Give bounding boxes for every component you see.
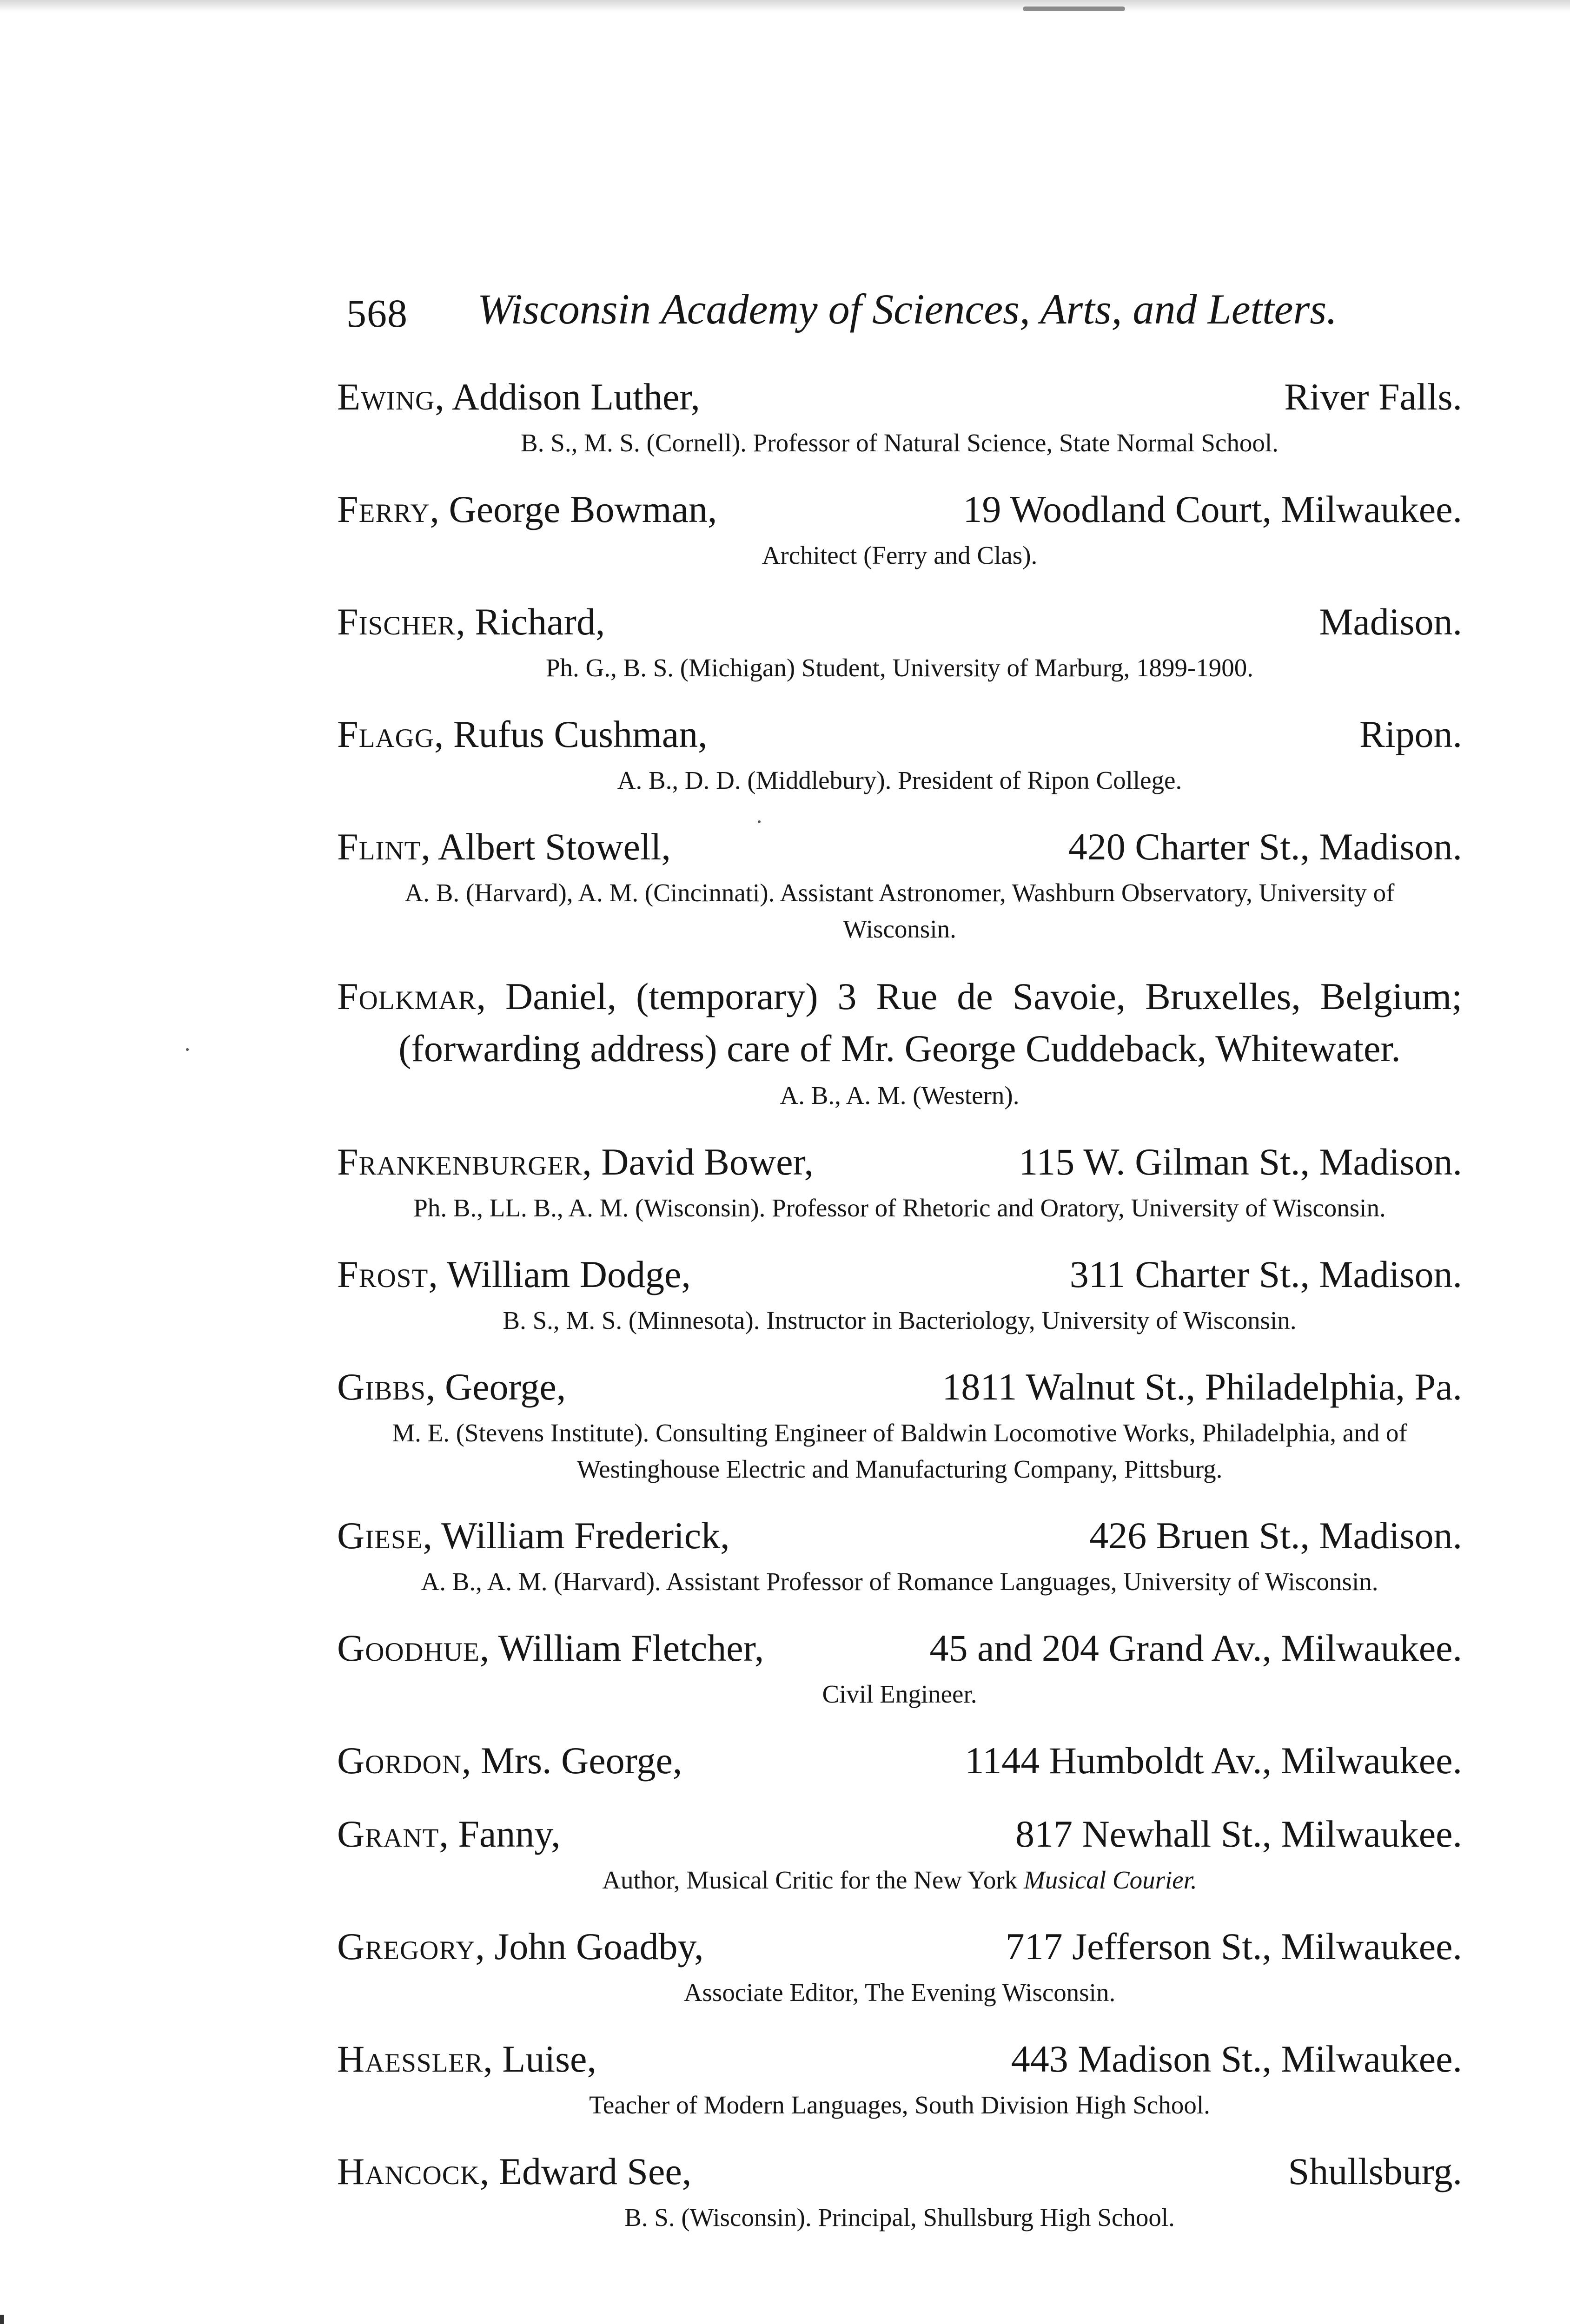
publication-title: Musical Courier. xyxy=(1023,1866,1197,1894)
entry-line xyxy=(337,1623,1462,1673)
credentials xyxy=(337,1859,1462,1898)
address: Madison. xyxy=(1319,601,1462,643)
list-item xyxy=(337,1362,1462,1487)
member-name: Gibbs, George, xyxy=(337,1366,566,1408)
entry-line xyxy=(337,709,1462,759)
surname: Folkmar xyxy=(337,975,477,1017)
credentials: Architect (Ferry and Clas). xyxy=(762,541,1038,569)
member-name: Grant, Fanny, xyxy=(337,1813,561,1855)
ink-speck xyxy=(186,1048,189,1051)
given-name: Addison Luther, xyxy=(451,376,700,418)
address: Shullsburg. xyxy=(1288,2150,1462,2192)
credentials-text: Author, Musical Critic for the New York xyxy=(602,1866,1018,1894)
member-name: Gordon, Mrs. George, xyxy=(337,1739,682,1782)
list-item xyxy=(337,2146,1462,2236)
entry-line xyxy=(337,1921,1462,1972)
member-name: Frost, William Dodge, xyxy=(337,1253,691,1295)
address: 817 Newhall St., Milwaukee. xyxy=(1015,1813,1462,1855)
address: 1811 Walnut St., Philadelphia, Pa. xyxy=(942,1366,1462,1408)
member-name: Giese, William Frederick, xyxy=(337,1514,730,1557)
member-name: Ferry, George Bowman, xyxy=(337,488,717,530)
list-item xyxy=(337,372,1462,461)
credentials: Teacher of Modern Languages, South Division High School. xyxy=(589,2091,1210,2119)
list-item xyxy=(337,1623,1462,1712)
list-item xyxy=(337,484,1462,574)
credentials: Ph. G., B. S. (Michigan) Student, University of Marburg, 1899-1900. xyxy=(545,654,1254,682)
address: 115 W. Gilman St., Madison. xyxy=(1019,1141,1462,1183)
given-name: George Bowman, xyxy=(449,488,717,530)
entry-line xyxy=(337,2146,1462,2197)
address: 19 Woodland Court, Milwaukee. xyxy=(963,488,1462,530)
entry-line xyxy=(337,2034,1462,2084)
given-name: Mrs. George, xyxy=(480,1739,682,1782)
address: River Falls. xyxy=(1284,376,1462,418)
given-name: John Goadby, xyxy=(494,1925,704,1967)
list-item xyxy=(337,2034,1462,2123)
list-item xyxy=(337,1809,1462,1898)
entry-line xyxy=(337,822,1462,872)
address: 1144 Humboldt Av., Milwaukee. xyxy=(965,1739,1462,1782)
list-item xyxy=(337,1736,1462,1786)
credentials: B. S. (Wisconsin). Principal, Shullsburg High School. xyxy=(624,2203,1175,2232)
list-item xyxy=(337,1249,1462,1339)
member-name: Goodhue, William Fletcher, xyxy=(337,1627,764,1669)
member-name: Flint, Albert Stowell, xyxy=(337,825,671,868)
entry-line xyxy=(337,1362,1462,1412)
member-name: Flagg, Rufus Cushman, xyxy=(337,713,708,755)
credentials: M. E. (Stevens Institute). Consulting Engineer of Baldwin Locomotive Works, Philadelphia, and of Westinghouse Electric and Manufacturing Company, Pittsburg. xyxy=(392,1419,1407,1483)
surname: Frost xyxy=(337,1253,429,1295)
list-item xyxy=(337,971,1462,1114)
member-name: Haessler, Luise, xyxy=(337,2038,596,2080)
entry-line xyxy=(337,372,1462,422)
surname: Ewing xyxy=(337,376,435,418)
credentials: A. B., A. M. (Western). xyxy=(780,1081,1020,1109)
address: 311 Charter St., Madison. xyxy=(1069,1253,1462,1295)
entry-line xyxy=(337,1736,1462,1786)
running-title: Wisconsin Academy of Sciences, Arts, and Letters. xyxy=(477,285,1338,333)
given-name: Fanny, xyxy=(458,1813,561,1855)
list-item xyxy=(337,597,1462,686)
credentials: A. B., D. D. (Middlebury). President of Ripon College. xyxy=(617,766,1182,794)
scan-artifact xyxy=(1023,7,1125,11)
credentials: Civil Engineer. xyxy=(822,1680,977,1708)
address: 443 Madison St., Milwaukee. xyxy=(1011,2038,1462,2080)
entry-paragraph: Folkmar, Daniel, (temporary) 3 Rue de Savoie, Bruxelles, Belgium; (forwarding address) care of Mr. George Cuddeback, Whitewater. xyxy=(337,975,1462,1070)
surname: Fischer xyxy=(337,601,456,643)
entry-line xyxy=(337,1249,1462,1300)
surname: Gregory xyxy=(337,1925,476,1967)
page-header xyxy=(346,284,1467,340)
member-name: Ewing, Addison Luther, xyxy=(337,376,700,418)
given-name: William Fletcher, xyxy=(498,1627,764,1669)
member-name: Hancock, Edward See, xyxy=(337,2150,692,2192)
given-name: Edward See, xyxy=(498,2150,692,2192)
list-item xyxy=(337,709,1462,799)
address: 45 and 204 Grand Av., Milwaukee. xyxy=(929,1627,1462,1669)
credentials: B. S., M. S. (Minnesota). Instructor in Bacteriology, University of Wisconsin. xyxy=(503,1306,1297,1334)
list-item xyxy=(337,1511,1462,1600)
surname: Giese xyxy=(337,1514,423,1557)
entry-line xyxy=(337,1809,1462,1859)
given-name: Luise, xyxy=(502,2038,596,2080)
credentials: A. B., A. M. (Harvard). Assistant Professor of Romance Languages, University of Wisconsin. xyxy=(421,1567,1378,1596)
entry-line xyxy=(337,597,1462,647)
address: 420 Charter St., Madison. xyxy=(1068,825,1462,868)
page-scan-edge xyxy=(0,0,1570,12)
address: 717 Jefferson St., Milwaukee. xyxy=(1005,1925,1462,1967)
credentials: B. S., M. S. (Cornell). Professor of Natural Science, State Normal School. xyxy=(521,429,1279,457)
page-number: 568 xyxy=(346,291,408,336)
credentials: Ph. B., LL. B., A. M. (Wisconsin). Professor of Rhetoric and Oratory, University of Wisconsin. xyxy=(413,1194,1386,1222)
surname: Hancock xyxy=(337,2150,480,2192)
surname: Frankenburger xyxy=(337,1141,583,1183)
given-name: David Bower, xyxy=(601,1141,814,1183)
entry-line xyxy=(337,1137,1462,1187)
entry-line xyxy=(337,484,1462,535)
credentials: Associate Editor, The Evening Wisconsin. xyxy=(683,1978,1116,2007)
given-name: Rufus Cushman, xyxy=(453,713,708,755)
surname: Grant xyxy=(337,1813,439,1855)
member-name: Fischer, Richard, xyxy=(337,601,605,643)
given-name: William Dodge, xyxy=(446,1253,691,1295)
given-name: William Frederick, xyxy=(441,1514,730,1557)
given-name: Daniel, (temporary) 3 Rue de Savoie, Bruxelles, Belgium; (forwarding address) care of Mr. George Cuddeback, Whitewater. xyxy=(398,975,1462,1070)
given-name: Albert Stowell, xyxy=(437,825,671,868)
surname: Goodhue xyxy=(337,1627,480,1669)
page-binding-edge xyxy=(0,2315,4,2324)
list-item xyxy=(337,1921,1462,2011)
surname: Haessler xyxy=(337,2038,484,2080)
credentials: A. B. (Harvard), A. M. (Cincinnati). Assistant Astronomer, Washburn Observatory, University of Wisconsin. xyxy=(404,878,1395,943)
member-list xyxy=(337,372,1462,2259)
surname: Ferry xyxy=(337,488,430,530)
address: 426 Bruen St., Madison. xyxy=(1089,1514,1462,1557)
surname: Gordon xyxy=(337,1739,462,1782)
list-item xyxy=(337,1137,1462,1226)
given-name: Richard, xyxy=(475,601,605,643)
surname: Flagg xyxy=(337,713,434,755)
given-name: George, xyxy=(444,1366,566,1408)
list-item xyxy=(337,822,1462,947)
surname: Gibbs xyxy=(337,1366,426,1408)
surname: Flint xyxy=(337,825,421,868)
entry-line xyxy=(337,1511,1462,1561)
member-name: Frankenburger, David Bower, xyxy=(337,1141,814,1183)
address: Ripon. xyxy=(1359,713,1462,755)
member-name: Gregory, John Goadby, xyxy=(337,1925,704,1967)
